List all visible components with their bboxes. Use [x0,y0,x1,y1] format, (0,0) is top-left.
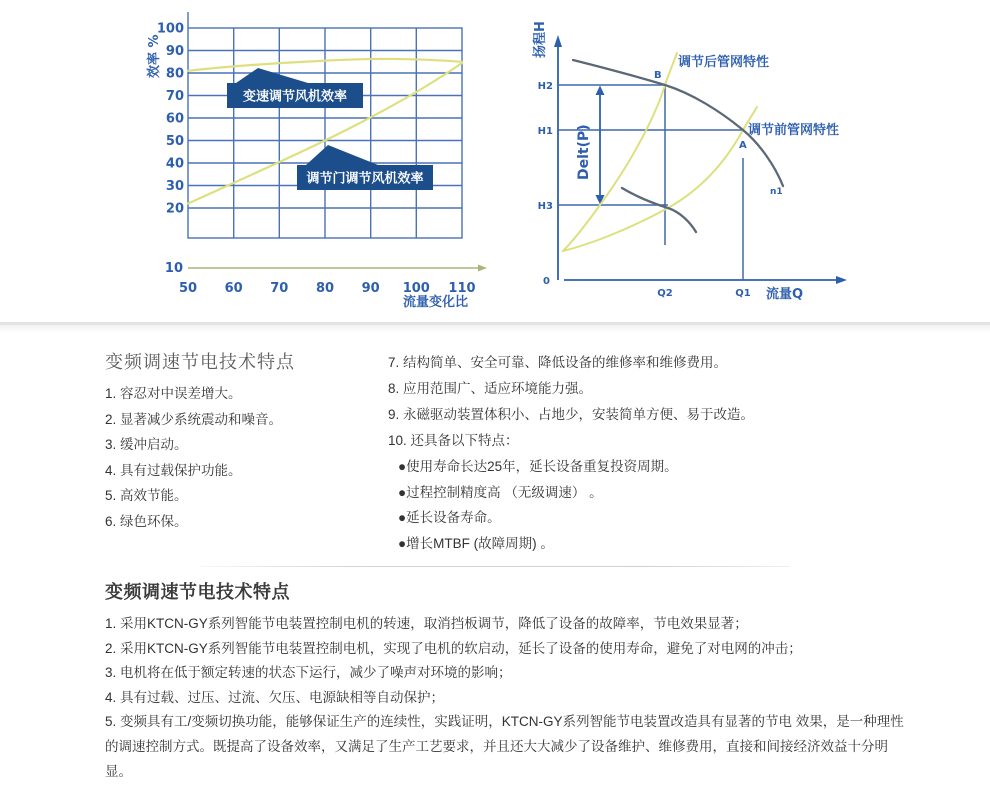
features-section-right [388,350,828,557]
xtick: 90 [361,281,380,296]
point-b-label: B [654,70,662,81]
feature-item: 6. 绿色环保。 [105,513,188,529]
network-before-label: 调节前管网特性 [748,123,840,138]
feature-bullet: ●使用寿命长达25年，延长设备重复投资周期。 [398,458,678,474]
ytick: 100 [156,21,184,37]
origin-label: 0 [543,276,550,287]
ytick: H2 [537,81,553,92]
y-axis-arrow-icon [554,35,562,47]
pump-curves [573,60,783,232]
feature-item: 1. 容忍对中误差增大。 [105,386,242,401]
point-a-label: A [739,140,747,151]
feature-bullet: ●增长MTBF (故障周期) 。 [398,536,554,552]
fan-efficiency-chart [140,8,490,308]
feature-paragraph: 3. 电机将在低于额定转速的状态下运行，减少了噪声对环境的影响； [105,665,512,681]
callout-variable-speed [227,68,363,108]
xtick: 110 [448,281,476,296]
reference-lines [558,85,743,280]
xtick: 100 [402,281,430,296]
xtick: 50 [178,281,198,296]
y-axis-title: 扬程H [533,21,548,58]
x-axis-arrow-icon [478,265,487,272]
xtick: 60 [224,281,243,296]
feature-paragraph: 5. 变频具有工/变频切换功能，能够保证生产的连续性，实践证明，KTCN-GY系列智能节电装置改造具有显著的节电 效果，是一种理性的调速控制方式。既提高了设备效率，又满足了生产工艺要求，并且还大大减少了设备维护、维修费用，直接和间接经济效益十分明显。 [105,714,904,779]
pump-curve-chart [520,8,870,308]
feature-item: 8. 应用范围广、适应环境能力强。 [388,380,593,396]
feature-bullet: ●过程控制精度高 （无级调速） 。 [398,484,603,500]
network-after-label: 调节后管网特性 [678,55,770,70]
features-section-left [105,348,383,535]
ytick: H3 [537,201,553,212]
feature-item: 4. 具有过载保护功能。 [105,462,242,478]
ytick: 30 [165,179,184,194]
feature-item: 5. 高效节能。 [105,488,188,504]
delta-arrow [596,86,605,205]
origin-tick: 10 [164,261,183,276]
x-axis [188,265,487,272]
section2-title: 变频调速节电技术特点 [105,582,290,602]
ytick: H1 [537,126,553,137]
xtick: Q1 [735,288,751,299]
x-axis-title: 流量变化比 [402,295,468,308]
ytick: 80 [165,66,184,82]
xtick: Q2 [657,288,673,299]
feature-paragraph: 1. 采用KTCN-GY系列智能节电装置控制电机的转速，取消挡板调节，降低了设备的故障率，节电效果显著； [105,616,748,631]
feature-item: 7. 结构简单、安全可靠、降低设备的维修率和维修费用。 [388,355,728,370]
feature-bullet: ●延长设备寿命。 [398,510,501,526]
ytick: 20 [165,201,184,217]
feature-paragraph: 2. 采用KTCN-GY系列智能节电装置控制电机，实现了电机的软启动，延长了设备的使用寿命，避免了对电网的冲击； [105,640,802,656]
speed-label: n1 [770,187,783,197]
xtick: 70 [270,281,289,296]
ytick: 40 [165,156,184,172]
callout-label: 变速调节风机效率 [242,89,348,105]
section-divider-2 [200,566,790,567]
section-divider [0,322,990,325]
callout-label: 调节门调节风机效率 [306,171,424,187]
ytick: 60 [165,111,184,127]
network-before-curve [563,107,757,251]
features-section-2 [105,578,907,784]
feature-item: 2. 显著减少系统震动和噪音。 [105,411,283,427]
feature-item: 3. 缓冲启动。 [105,437,188,453]
chart-grid [188,12,462,238]
x-axis-title: 流量Q [766,287,804,302]
feature-item: 10. 还具备以下特点： [388,432,519,448]
xtick: 80 [315,281,335,296]
ytick: 70 [165,89,184,104]
callout-damper [297,145,433,190]
feature-paragraph: 4. 具有过载、过压、过流、欠压、电源缺相等自动保护； [105,689,445,705]
ytick: 90 [165,44,184,59]
x-axis-arrow-icon [836,276,847,284]
section1-title: 变频调速节电技术特点 [105,352,295,372]
feature-item: 9. 永磁驱动装置体积小、占地少，安装简单方便、易于改造。 [388,406,755,422]
delta-label: Delt(P) [576,124,592,180]
y-axis-title: 效率 % [147,34,162,78]
ytick: 50 [165,134,184,149]
